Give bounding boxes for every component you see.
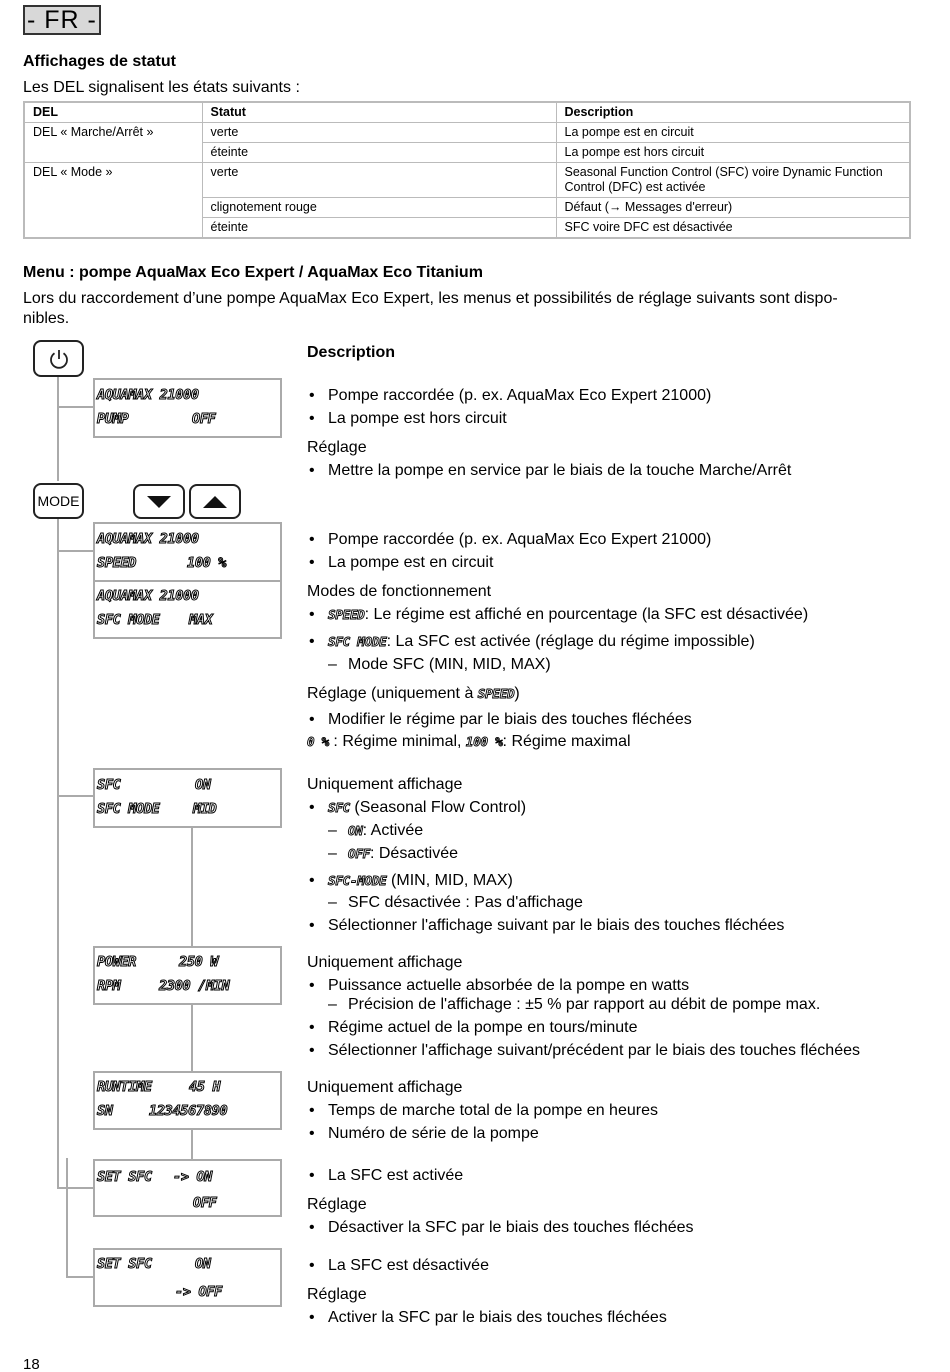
table-row — [24, 143, 910, 163]
list-item: • Pompe raccordée (p. ex. AquaMax Eco Expert 21000) — [307, 386, 711, 405]
led-status-table — [23, 101, 911, 239]
list-item — [307, 632, 755, 651]
subheading — [307, 684, 520, 703]
subheading: Réglage — [307, 1196, 367, 1213]
subheading: Uniquement affichage — [307, 776, 463, 793]
connector-line — [66, 1276, 93, 1278]
sub-item: – SFC désactivée : Pas d'affichage — [328, 893, 583, 912]
list-item: • Modifier le régime par le biais des touches fléchées — [307, 710, 692, 729]
sub-item — [328, 821, 423, 840]
connector-line — [191, 1129, 193, 1159]
lcd-display-set-sfc-on — [93, 1159, 282, 1217]
connector-line — [57, 1187, 93, 1189]
cell-del — [24, 143, 202, 163]
connector-line — [57, 376, 59, 481]
lcd-line2-right: MID — [193, 801, 217, 817]
lcd-line2-right: -> OFF — [175, 1284, 222, 1300]
table-row — [24, 218, 910, 239]
page-number: 18 — [23, 1356, 40, 1372]
cell-statut: clignotement rouge — [202, 198, 556, 218]
subheading: Modes de fonctionnement — [307, 583, 492, 600]
cell-desc: SFC voire DFC est désactivée — [556, 218, 910, 239]
item-text: ) — [514, 685, 520, 702]
cell-desc: La pompe est en circuit — [556, 123, 910, 143]
lcd-line1-left: SFC — [97, 777, 121, 793]
lcd-line1-right: ON — [195, 777, 211, 793]
item-text: : Activée — [362, 822, 424, 839]
lcd-line1-left: RUNTIME — [97, 1079, 152, 1095]
lcd-keyword: ON — [348, 823, 363, 838]
list-item: • La pompe est en circuit — [307, 553, 493, 572]
sub-item: – Précision de l'affichage : ±5 % par rapport au débit de pompe max. — [328, 995, 820, 1014]
item-text: : La SFC est activée (réglage du régime impossible) — [386, 633, 755, 650]
cell-del: DEL « Mode » — [24, 163, 202, 198]
lcd-line2-left: SPEED — [97, 555, 137, 571]
connector-line — [57, 550, 93, 552]
lcd-display-sfc-status — [93, 768, 282, 828]
menu-title: Menu : pompe AquaMax Eco Expert / AquaMax Eco Titanium — [23, 264, 483, 281]
lcd-keyword: 0 % — [307, 734, 329, 749]
cell-del — [24, 198, 202, 218]
lcd-line1-left: SET SFC — [97, 1169, 152, 1185]
connector-line — [66, 1158, 68, 1278]
list-item: • Puissance actuelle absorbée de la pompe en watts — [307, 976, 689, 995]
table-row — [24, 163, 910, 198]
lcd-line2-left: PUMP — [97, 411, 129, 427]
lcd-line1-left: AQUAMAX 21000 — [97, 387, 199, 403]
cell-desc: Défaut (→ Messages d'erreur) — [556, 198, 910, 218]
cell-del — [24, 218, 202, 239]
status-title: Affichages de statut — [23, 53, 176, 70]
lcd-line1-left: SET SFC — [97, 1256, 152, 1272]
connector-line — [191, 1004, 193, 1074]
sub-item — [328, 844, 458, 863]
lcd-display-pump-off — [93, 378, 282, 438]
subheading: Réglage — [307, 1286, 367, 1303]
arrow-up-button[interactable] — [189, 484, 241, 519]
lcd-display-runtime — [93, 1071, 282, 1130]
cell-desc: Seasonal Function Control (SFC) voire Dynamic Function Control (DFC) est activée — [556, 163, 910, 198]
arrow-up-icon — [201, 494, 229, 510]
connector-line — [57, 406, 93, 408]
list-item: • Temps de marche total de la pompe en heures — [307, 1101, 658, 1120]
subheading: Réglage — [307, 439, 367, 456]
arrow-down-button[interactable] — [133, 484, 185, 519]
lcd-line1-left: AQUAMAX 21000 — [97, 531, 199, 547]
lcd-keyword: OFF — [348, 846, 370, 861]
status-intro: Les DEL signalisent les états suivants : — [23, 79, 300, 96]
sub-item: – Mode SFC (MIN, MID, MAX) — [328, 655, 551, 674]
lcd-line1-right: ON — [195, 1256, 211, 1272]
lcd-line2-left: SFC MODE — [97, 612, 160, 628]
menu-intro-line1: Lors du raccordement d’une pompe AquaMax Eco Expert, les menus et possibilités de réglage suivants sont dispo- — [23, 290, 838, 307]
cell-statut: éteinte — [202, 143, 556, 163]
lcd-line1-left: POWER — [97, 954, 137, 970]
list-item: • Activer la SFC par le biais des touches fléchées — [307, 1308, 667, 1327]
lcd-line2-left: SFC MODE — [97, 801, 160, 817]
list-item: • La SFC est désactivée — [307, 1256, 489, 1275]
power-icon — [47, 347, 71, 371]
lcd-line1-right: 45 H — [189, 1079, 221, 1095]
lcd-keyword: 100 % — [465, 734, 503, 749]
lcd-line1-left: AQUAMAX 21000 — [97, 588, 199, 604]
lcd-display-power — [93, 946, 282, 1005]
connector-line — [191, 827, 193, 949]
list-item — [307, 605, 808, 624]
item-text: : Désactivée — [369, 845, 459, 862]
lcd-keyword: SPEED — [328, 607, 365, 622]
lcd-line1-right: 250 W — [179, 954, 219, 970]
lcd-display-sfc-mode — [93, 580, 282, 639]
list-item: • Pompe raccordée (p. ex. AquaMax Eco Expert 21000) — [307, 530, 711, 549]
table-row — [24, 198, 910, 218]
item-text: (Seasonal Flow Control) — [349, 799, 527, 816]
header-description: Description — [556, 102, 910, 123]
list-item: • Sélectionner l'affichage suivant par le biais des touches fléchées — [307, 916, 784, 935]
lcd-keyword: SFC MODE — [328, 634, 387, 649]
cell-statut: éteinte — [202, 218, 556, 239]
list-item: • Sélectionner l'affichage suivant/précédent par le biais des touches fléchées — [307, 1041, 860, 1060]
item-text: : Le régime est affiché en pourcentage (la SFC est désactivée) — [364, 606, 809, 623]
language-tag: - FR - — [23, 5, 101, 35]
header-statut: Statut — [202, 102, 556, 123]
lcd-line2-right: 1234567890 — [149, 1103, 228, 1119]
lcd-display-set-sfc-off — [93, 1248, 282, 1307]
list-item — [307, 871, 513, 890]
lcd-line2-right: 100 % — [187, 555, 227, 571]
lcd-line2-right: MAX — [189, 612, 213, 628]
subheading: Uniquement affichage — [307, 1079, 463, 1096]
menu-intro-line2: nibles. — [23, 310, 70, 327]
lcd-line2-right: OFF — [192, 411, 216, 427]
lcd-keyword: SFC — [328, 800, 350, 815]
cell-del: DEL « Marche/Arrêt » — [24, 123, 202, 143]
lcd-line2-left: RPM — [97, 978, 121, 994]
lcd-line1-right: -> ON — [173, 1169, 213, 1185]
list-item: • La pompe est hors circuit — [307, 409, 507, 428]
lcd-keyword: SFC-MODE — [328, 873, 387, 888]
list-item: • Mettre la pompe en service par le biais de la touche Marche/Arrêt — [307, 461, 791, 480]
lcd-line2-left: SN — [97, 1103, 113, 1119]
connector-line — [57, 519, 59, 1189]
connector-line — [57, 795, 93, 797]
lcd-keyword: SPEED — [477, 686, 515, 701]
description-heading: Description — [307, 344, 396, 361]
table-header-row — [24, 102, 910, 123]
cell-desc: La pompe est hors circuit — [556, 143, 910, 163]
cell-statut: verte — [202, 123, 556, 143]
cell-statut: verte — [202, 163, 556, 198]
list-item: • La SFC est activée — [307, 1166, 463, 1185]
item-text: (MIN, MID, MAX) — [386, 872, 513, 889]
list-item: • Désactiver la SFC par le biais des touches fléchées — [307, 1218, 694, 1237]
lcd-display-speed — [93, 522, 282, 582]
mode-button[interactable]: MODE — [33, 483, 84, 519]
list-item — [307, 798, 526, 817]
power-button[interactable] — [33, 340, 84, 377]
item-text: Réglage (uniquement à — [307, 685, 478, 702]
list-item: • Numéro de série de la pompe — [307, 1124, 539, 1143]
item-text: : Régime maximal — [502, 733, 631, 750]
lcd-line2-right: 2300 /MIN — [159, 978, 230, 994]
subheading: Uniquement affichage — [307, 954, 463, 971]
table-row — [24, 123, 910, 143]
lcd-line2-right: OFF — [193, 1195, 217, 1211]
header-del: DEL — [24, 102, 202, 123]
arrow-down-icon — [145, 494, 173, 510]
item-text: : Régime minimal, — [328, 733, 466, 750]
list-item: • Régime actuel de la pompe en tours/minute — [307, 1018, 638, 1037]
range-note — [307, 732, 631, 751]
